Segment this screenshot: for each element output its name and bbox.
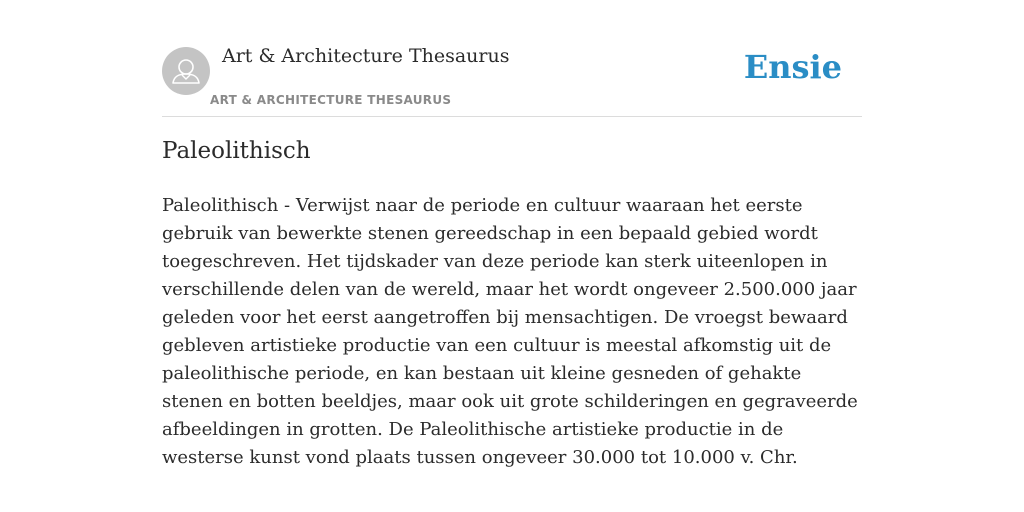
source-subtitle[interactable]: ART & ARCHITECTURE THESAURUS [210, 93, 452, 107]
user-icon [162, 47, 210, 95]
entry-card [162, 0, 862, 512]
definition-text: Paleolithisch - Verwijst naar de periode en cultuur waaraan het eerste gebruik van bewerkte stenen gereedschap in een bepaald gebied wordt toegeschreven. Het tijdskader van deze periode kan sterk uiteenlopen in verschillende delen van de wereld, maar het wordt ongeveer 2.500.000 jaar geleden voor het eerst aangetroffen bij mensachtigen. De vroegst bewaard gebleven artistieke productie van een cultuur is meestal afkomstig uit de paleolithische periode, en kan bestaan uit kleine gesneden of gehakte stenen en botten beeldjes, maar ook uit grote schilderingen en gegraveerde afbeeldingen in grotten. De Paleolithische artistieke productie in de westerse kunst vond plaats tussen ongeveer 30.000 tot 10.000 v. Chr. [162, 195, 858, 468]
brand-logo[interactable]: Ensie [743, 48, 842, 86]
page-title: Paleolithisch [162, 138, 311, 164]
source-title[interactable]: Art & Architecture Thesaurus [222, 45, 510, 67]
avatar[interactable] [162, 47, 210, 95]
entry-header [162, 0, 862, 117]
